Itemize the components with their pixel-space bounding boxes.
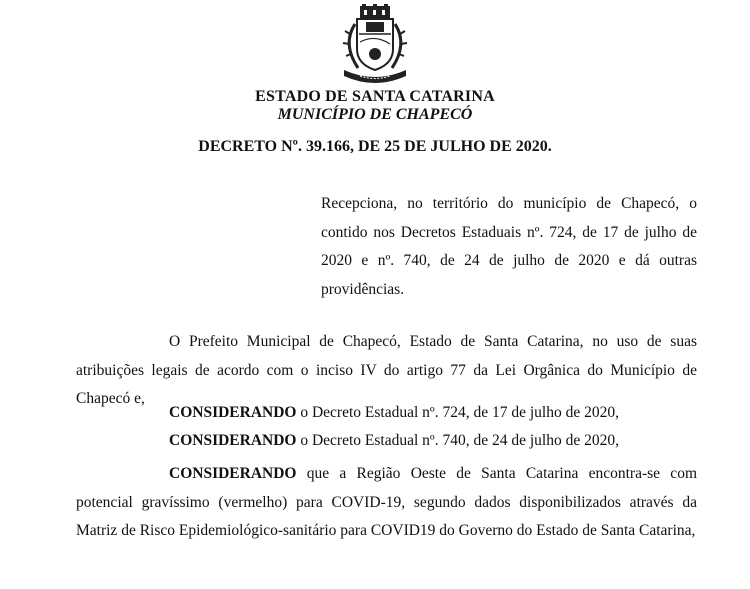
considerando-keyword: CONSIDERANDO — [169, 404, 297, 421]
considerando-line — [169, 432, 619, 450]
decree-title: DECRETO Nº. 39.166, DE 25 DE JULHO DE 2020. — [198, 138, 552, 155]
coat-of-arms-icon — [330, 4, 420, 84]
municipality-heading: MUNICÍPIO DE CHAPECÓ — [277, 106, 473, 123]
considerando-text: o Decreto Estadual nº. 724, de 17 de julho de 2020, — [296, 404, 619, 421]
considerando-line — [169, 404, 619, 422]
considerando-text: que a Região Oeste de Santa Catarina encontra-se com potencial gravíssimo (vermelho) para COVID-19, segundo dados disponibilizados através da Matriz de Risco Epidemiológico-sanitário para COVID19 do Governo do Estado de Santa Catarina, — [76, 465, 697, 539]
considerando-keyword: CONSIDERANDO — [169, 465, 297, 482]
considerando-paragraph — [76, 460, 697, 546]
ementa-summary: Recepciona, no território do município de Chapecó, o contido nos Decretos Estaduais nº. 724, de 17 de julho de 2020 e nº. 740, de 24 de julho de 2020 e dá outras providências. — [321, 195, 697, 298]
considerando-text: o Decreto Estadual nº. 740, de 24 de julho de 2020, — [296, 432, 619, 449]
state-heading: ESTADO DE SANTA CATARINA — [255, 88, 495, 105]
preamble-paragraph: O Prefeito Municipal de Chapecó, Estado de Santa Catarina, no uso de suas atribuições legais de acordo com o inciso IV do artigo 77 da Lei Orgânica do Município de Chapecó e, — [76, 333, 697, 407]
considerando-keyword: CONSIDERANDO — [169, 432, 297, 449]
